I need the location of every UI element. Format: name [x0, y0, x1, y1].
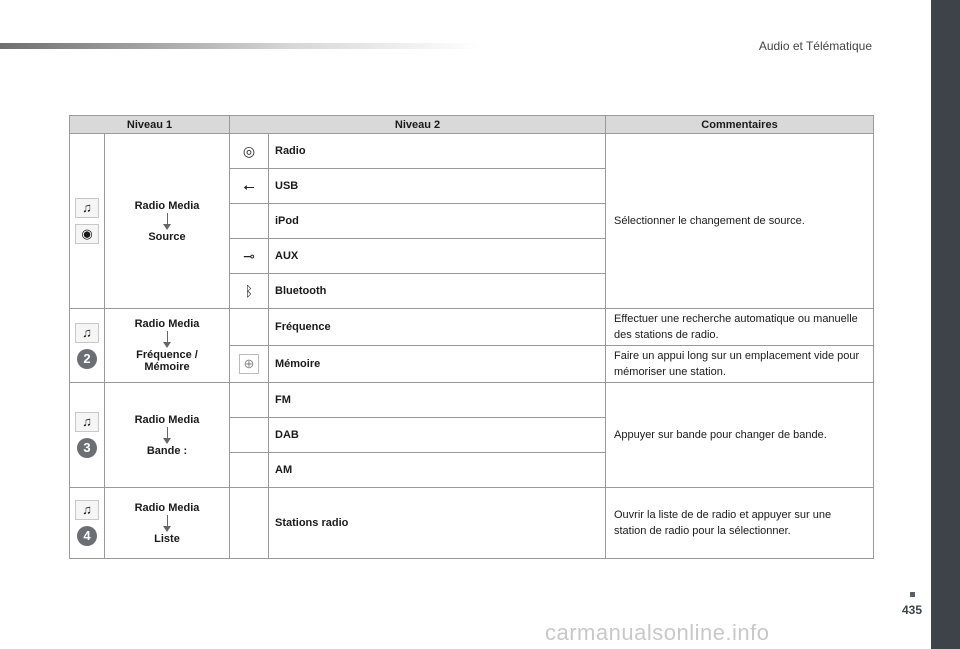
level1-bottom: Liste: [154, 532, 180, 545]
group2-icons: [70, 309, 105, 383]
level1-top: Radio Media: [134, 501, 200, 514]
level2-label: FM: [269, 383, 606, 418]
group4-level1: [105, 488, 230, 559]
row-icon-cell: [230, 204, 269, 239]
watermark: carmanualsonline.info: [545, 620, 770, 645]
arrow-down-icon: [163, 213, 171, 230]
page-marker: [910, 592, 915, 597]
row-icon-cell: [230, 346, 269, 383]
step-number-badge: 4: [77, 526, 97, 546]
row-icon-cell: [230, 134, 269, 169]
radio-icon: ◎: [242, 142, 256, 159]
page-number: 435: [902, 603, 923, 617]
radio-source-icon: ◉: [75, 224, 99, 244]
row-icon-cell: [230, 453, 269, 488]
group2-level1: [105, 309, 230, 383]
page-title: Audio et Télématique: [758, 39, 872, 53]
level1-bottom: Source: [148, 230, 186, 243]
header-commentaires: Commentaires: [606, 116, 874, 134]
row-icon-cell: [230, 488, 269, 559]
table-row: [70, 383, 874, 418]
level2-label: AUX: [269, 239, 606, 274]
step-number-badge: 3: [77, 438, 97, 458]
group3-icons: [70, 383, 105, 488]
row-icon-cell: [230, 274, 269, 309]
level1-bottom: Fréquence / Mémoire: [136, 349, 198, 373]
header-gradient-bar: [0, 43, 480, 49]
row-icon-cell: [230, 309, 269, 346]
comment-cell: Appuyer sur bande pour changer de bande.: [606, 383, 874, 488]
group1-level1: [105, 134, 230, 309]
group1-icons: [70, 134, 105, 309]
level2-label: Stations radio: [269, 488, 606, 559]
arrow-down-icon: [163, 331, 171, 348]
arrow-down-icon: [163, 515, 171, 532]
music-note-icon: ♫: [75, 198, 99, 218]
memory-plus-icon: ⊕: [239, 354, 259, 374]
level2-label: AM: [269, 453, 606, 488]
music-note-icon: ♫: [75, 323, 99, 343]
music-note-icon: ♫: [75, 500, 99, 520]
usb-icon: ⭠: [243, 177, 255, 194]
level1-top: Radio Media: [134, 413, 200, 426]
level2-label: USB: [269, 169, 606, 204]
level2-label: iPod: [269, 204, 606, 239]
comment-cell: Ouvrir la liste de de radio et appuyer sur une station de radio pour la sélectionner.: [606, 488, 874, 559]
header-niveau-1: Niveau 1: [70, 116, 230, 134]
audio-menu-table: [69, 115, 874, 559]
level1-top: Radio Media: [134, 199, 200, 212]
level1-bottom: Bande :: [146, 444, 188, 457]
side-strip: [931, 0, 960, 649]
level2-label: Mémoire: [269, 346, 606, 383]
comment-cell: Sélectionner le changement de source.: [606, 134, 874, 309]
level2-label: Fréquence: [269, 309, 606, 346]
step-number-badge: 2: [77, 349, 97, 369]
aux-icon: ⊸: [243, 247, 255, 264]
row-icon-cell: [230, 418, 269, 453]
table-row: [70, 488, 874, 559]
group3-level1: [105, 383, 230, 488]
table-row: [70, 309, 874, 346]
header-niveau-2: Niveau 2: [230, 116, 606, 134]
row-icon-cell: [230, 239, 269, 274]
table-row: [70, 134, 874, 169]
comment-cell: Effectuer une recherche automatique ou manuelle des stations de radio.: [606, 309, 874, 346]
group4-icons: [70, 488, 105, 559]
bluetooth-icon: ᛒ: [244, 283, 254, 299]
music-note-icon: ♫: [75, 412, 99, 432]
level2-label: Bluetooth: [269, 274, 606, 309]
level1-top: Radio Media: [134, 318, 200, 330]
comment-cell: Faire un appui long sur un emplacement vide pour mémoriser une station.: [606, 346, 874, 383]
arrow-down-icon: [163, 427, 171, 444]
level2-label: Radio: [269, 134, 606, 169]
row-icon-cell: [230, 169, 269, 204]
row-icon-cell: [230, 383, 269, 418]
level2-label: DAB: [269, 418, 606, 453]
table-header-row: [70, 116, 874, 134]
